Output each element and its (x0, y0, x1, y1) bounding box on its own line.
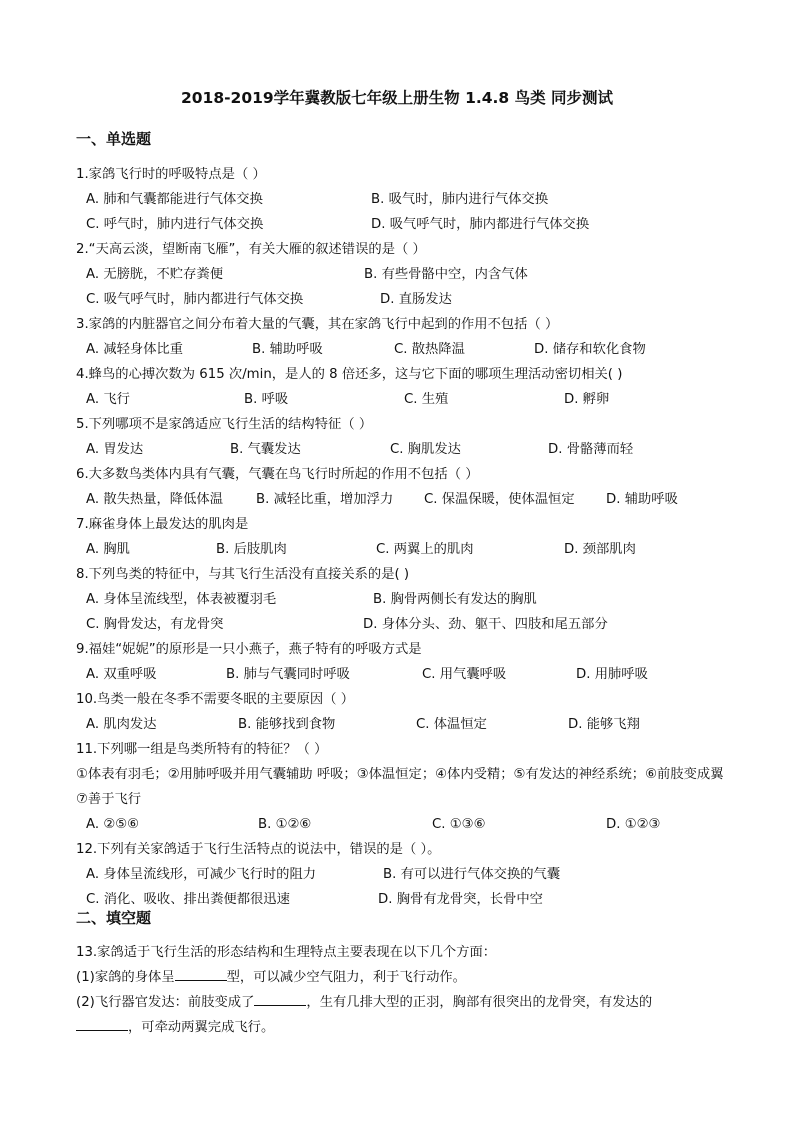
question-5 (76, 412, 726, 462)
question-11 (76, 737, 726, 837)
option-c: C. ①③⑥ (432, 817, 486, 832)
section-heading-fill-blank: 二、填空题 (76, 909, 152, 927)
option-row (76, 537, 726, 562)
option-a: A. 无膀胱，不贮存粪便 (86, 267, 223, 282)
fill-blank-list (76, 940, 726, 1040)
option-a: A. 减轻身体比重 (86, 342, 184, 357)
question-9 (76, 637, 726, 687)
option-row (76, 187, 726, 212)
option-row (76, 662, 726, 687)
option-c: C. 散热降温 (394, 342, 465, 357)
option-d: D. 吸气呼气时，肺内都进行气体交换 (371, 217, 590, 232)
option-d: D. 身体分头、劲、躯干、四肢和尾五部分 (363, 617, 608, 632)
option-d: D. 辅助呼吸 (606, 492, 678, 507)
single-choice-list (76, 162, 726, 912)
option-c: C. 呼气时，肺内进行气体交换 (86, 217, 264, 232)
option-row (76, 287, 726, 312)
option-row (76, 437, 726, 462)
question-13-part-2-cont: ，可牵动两翼完成飞行。 (76, 1015, 726, 1040)
question-7 (76, 512, 726, 562)
option-row (76, 487, 726, 512)
option-c: C. 保温保暖，使体温恒定 (424, 492, 575, 507)
option-b: B. 胸骨两侧长有发达的胸肌 (373, 592, 537, 607)
option-b: B. 能够找到食物 (238, 717, 336, 732)
question-stem: 5.下列哪项不是家鸽适应飞行生活的结构特征（ ） (76, 417, 373, 432)
answer-blank[interactable] (76, 1016, 128, 1031)
question-stem: 9.福娃“妮妮”的原形是一只小燕子，燕子特有的呼吸方式是 (76, 642, 422, 657)
option-row (76, 337, 726, 362)
option-b: B. 气囊发达 (230, 442, 301, 457)
question-3 (76, 312, 726, 362)
question-stem: 2.“天高云淡，望断南飞雁”，有关大雁的叙述错误的是（ ） (76, 242, 426, 257)
option-c: C. 两翼上的肌肉 (376, 542, 474, 557)
option-a: A. 肌肉发达 (86, 717, 157, 732)
question-statements: ①体表有羽毛；②用肺呼吸并用气囊辅助 呼吸；③体温恒定；④体内受精；⑤有发达的神经系统；⑥前肢变成翼 ⑦善于飞行 (76, 767, 724, 807)
option-d: D. 储存和软化食物 (534, 342, 646, 357)
option-c: C. 胸肌发达 (390, 442, 461, 457)
option-a: A. 身体呈流线型，体表被覆羽毛 (86, 592, 277, 607)
question-stem: 11.下列哪一组是鸟类所特有的特征？（ ） (76, 742, 328, 757)
option-c: C. 用气囊呼吸 (422, 667, 507, 682)
option-row (76, 387, 726, 412)
option-a: A. 肺和气囊都能进行气体交换 (86, 192, 263, 207)
question-13-stem: 13.家鸽适于飞行生活的形态结构和生理特点主要表现在以下几个方面： (76, 945, 497, 960)
option-a: A. 胸肌 (86, 542, 130, 557)
question-stem: 8.下列鸟类的特征中，与其飞行生活没有直接关系的是( ) (76, 567, 410, 582)
option-a: A. 双重呼吸 (86, 667, 157, 682)
option-row (76, 262, 726, 287)
option-row (76, 887, 726, 912)
option-row (76, 587, 726, 612)
question-stem: 3.家鸽的内脏器官之间分布着大量的气囊，其在家鸽飞行中起到的作用不包括（ ） (76, 317, 559, 332)
option-b: B. 肺与气囊同时呼吸 (226, 667, 350, 682)
question-6 (76, 462, 726, 512)
option-a: A. 胃发达 (86, 442, 144, 457)
question-stem: 10.鸟类一般在冬季不需要冬眠的主要原因（ ） (76, 692, 355, 707)
answer-blank[interactable] (175, 966, 227, 981)
option-row (76, 612, 726, 637)
option-d: D. 能够飞翔 (568, 717, 640, 732)
question-13-part-1: (1)家鸽的身体呈 型，可以减少空气阻力，利于飞行动作。 (76, 965, 726, 990)
option-row (76, 712, 726, 737)
option-b: B. 有些骨骼中空，内含气体 (364, 267, 528, 282)
option-row (76, 862, 726, 887)
option-d: D. 直肠发达 (380, 292, 452, 307)
question-stem: 6.大多数鸟类体内具有气囊，气囊在鸟飞行时所起的作用不包括（ ） (76, 467, 479, 482)
question-stem: 1.家鸽飞行时的呼吸特点是（ ） (76, 167, 266, 182)
option-b: B. 辅助呼吸 (252, 342, 323, 357)
option-d: D. 用肺呼吸 (576, 667, 648, 682)
option-c: C. 吸气呼气时，肺内都进行气体交换 (86, 292, 304, 307)
answer-blank[interactable] (254, 991, 306, 1006)
section-heading-single-choice: 一、单选题 (76, 130, 152, 148)
question-2 (76, 237, 726, 312)
option-row (76, 212, 726, 237)
option-a: A. 身体呈流线形，可减少飞行时的阻力 (86, 867, 317, 882)
option-row (76, 812, 726, 837)
question-4 (76, 362, 726, 412)
option-b: B. 后肢肌肉 (216, 542, 287, 557)
option-d: D. 颈部肌肉 (564, 542, 636, 557)
option-b: B. ①②⑥ (258, 817, 312, 832)
option-c: C. 生殖 (404, 392, 449, 407)
option-c: C. 体温恒定 (416, 717, 487, 732)
option-a: A. 散失热量，降低体温 (86, 492, 223, 507)
question-13-part-2: (2)飞行器官发达：前肢变成了 ，生有几排大型的正羽，胸部有很突出的龙骨突，有发达的 (76, 990, 726, 1015)
option-d: D. 骨骼薄而轻 (548, 442, 634, 457)
option-d: D. 胸骨有龙骨突，长骨中空 (378, 892, 543, 907)
option-a: A. 飞行 (86, 392, 130, 407)
option-b: B. 减轻比重，增加浮力 (256, 492, 394, 507)
option-c: C. 消化、吸收、排出粪便都很迅速 (86, 892, 290, 907)
option-d: D. ①②③ (606, 817, 661, 832)
option-b: B. 呼吸 (244, 392, 289, 407)
option-a: A. ②⑤⑥ (86, 817, 140, 832)
question-10 (76, 687, 726, 737)
question-8 (76, 562, 726, 637)
question-stem: 4.蜂鸟的心搏次数为 615 次/min，是人的 8 倍还多，这与它下面的哪项生理活动密切相关( ) (76, 367, 623, 382)
page-title: 2018-2019学年冀教版七年级上册生物 1.4.8 鸟类 同步测试 (180, 89, 614, 107)
question-stem: 7.麻雀身体上最发达的肌肉是 (76, 517, 249, 532)
option-b: B. 吸气时，肺内进行气体交换 (371, 192, 549, 207)
option-b: B. 有可以进行气体交换的气囊 (383, 867, 561, 882)
option-c: C. 胸骨发达，有龙骨突 (86, 617, 224, 632)
option-d: D. 孵卵 (564, 392, 610, 407)
question-stem: 12.下列有关家鸽适于飞行生活特点的说法中，错误的是（ ）。 (76, 842, 441, 857)
question-1 (76, 162, 726, 237)
question-12 (76, 837, 726, 912)
